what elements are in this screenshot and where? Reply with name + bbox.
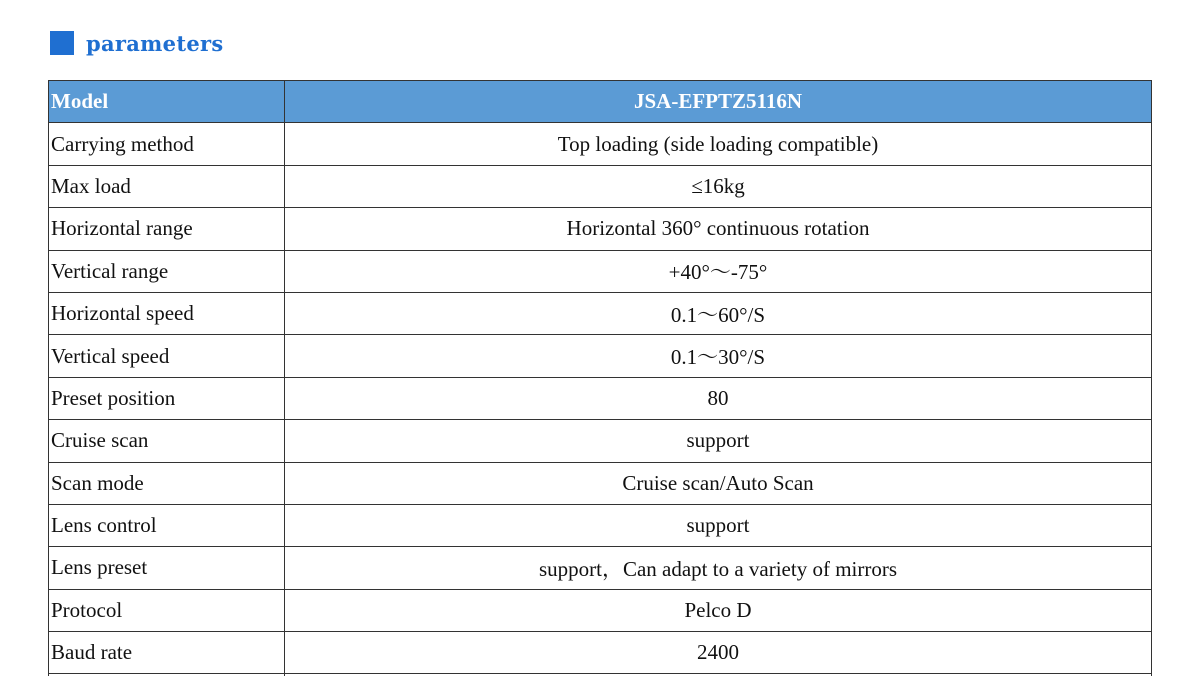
row-value: support <box>285 420 1152 462</box>
row-value: ≤16kg <box>285 165 1152 207</box>
row-label: Preset position <box>49 377 285 419</box>
row-value: 0.1～60°/S <box>285 292 1152 334</box>
section-marker-icon <box>50 31 74 55</box>
table-row <box>49 632 1152 674</box>
row-value: 0.1～30°/S <box>285 335 1152 377</box>
row-label: Lens preset <box>49 547 285 589</box>
table-row <box>49 420 1152 462</box>
row-label: Vertical speed <box>49 335 285 377</box>
header-label-cell: Model <box>49 81 285 123</box>
table-row <box>49 504 1152 546</box>
table-row <box>49 335 1152 377</box>
parameters-table <box>48 80 1152 676</box>
row-value: support <box>285 504 1152 546</box>
row-label: Vertical range <box>49 250 285 292</box>
row-value: support，Can adapt to a variety of mirrors <box>285 547 1152 589</box>
table-row <box>49 250 1152 292</box>
row-label: Cruise scan <box>49 420 285 462</box>
header-value-cell: JSA-EFPTZ5116N <box>285 81 1152 123</box>
table-row <box>49 547 1152 589</box>
row-label: Baud rate <box>49 632 285 674</box>
table-row <box>49 589 1152 631</box>
row-label: Horizontal speed <box>49 292 285 334</box>
table-row <box>49 123 1152 165</box>
row-label: Horizontal range <box>49 208 285 250</box>
section-header <box>50 28 224 58</box>
row-value: +40°～-75° <box>285 250 1152 292</box>
table-row <box>49 208 1152 250</box>
table-row <box>49 462 1152 504</box>
row-value: 2400 <box>285 632 1152 674</box>
row-label: Protocol <box>49 589 285 631</box>
row-label: Carrying method <box>49 123 285 165</box>
table-row <box>49 377 1152 419</box>
row-label: Max load <box>49 165 285 207</box>
table-row <box>49 165 1152 207</box>
row-value: Pelco D <box>285 589 1152 631</box>
table-header-row <box>49 81 1152 123</box>
row-value: Top loading (side loading compatible) <box>285 123 1152 165</box>
row-label: Lens control <box>49 504 285 546</box>
section-title: parameters <box>86 30 224 56</box>
table-row <box>49 292 1152 334</box>
row-value: Cruise scan/Auto Scan <box>285 462 1152 504</box>
row-value: 80 <box>285 377 1152 419</box>
row-label: Scan mode <box>49 462 285 504</box>
row-value: Horizontal 360° continuous rotation <box>285 208 1152 250</box>
